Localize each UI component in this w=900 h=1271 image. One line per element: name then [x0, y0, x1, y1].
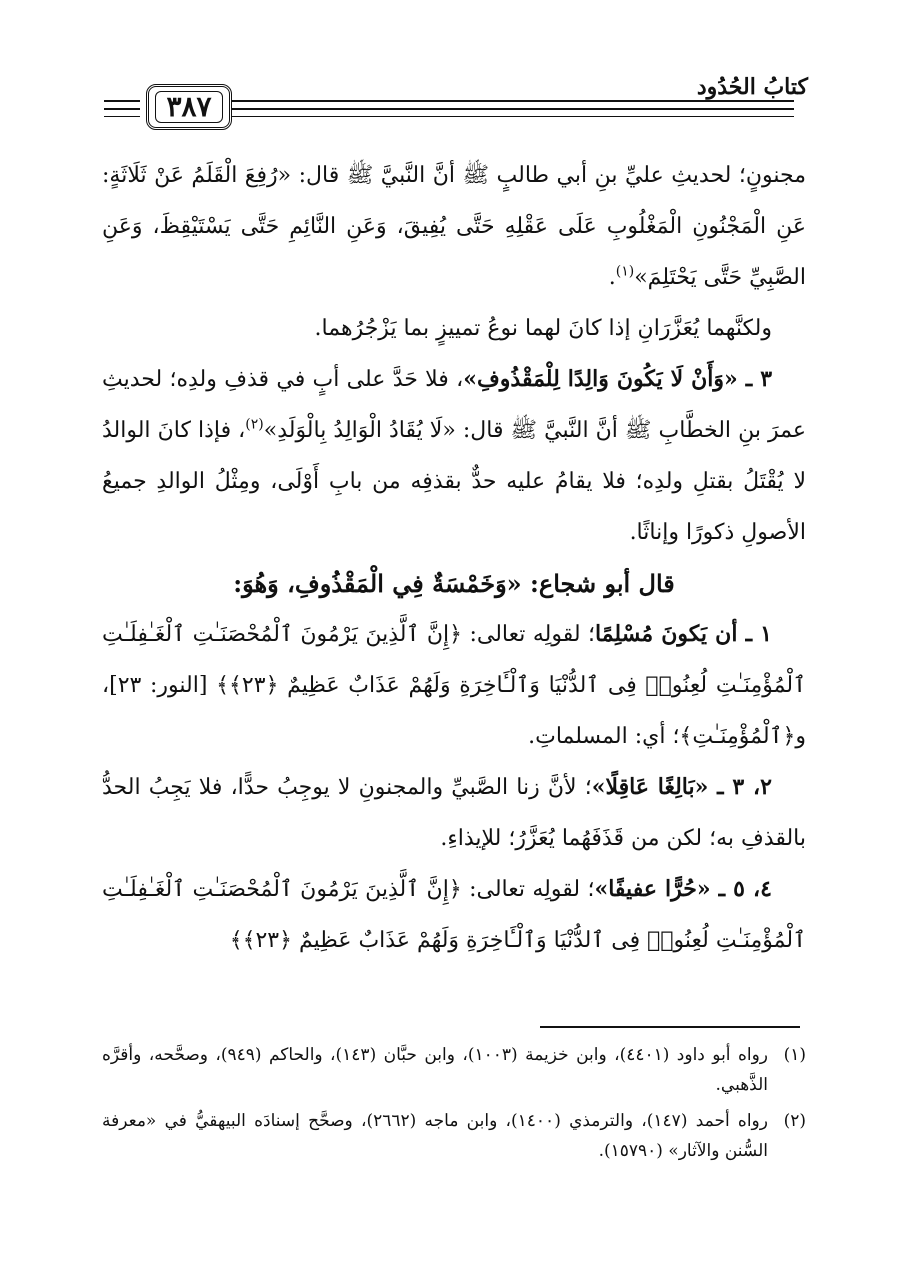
item-3-text: ، فلا حَدَّ على أبٍ في قذفِ ولدِه؛ لحديثِ عمرَ بنِ الخطَّابِ ﷺ أنَّ النَّبيَّ ﷺ قال: «لَا يُقَادُ الْوَالِدُ بِالْوَلَدِ»: [102, 367, 806, 443]
footnotes: [102, 1040, 806, 1172]
item-1-text: ؛ لقولِه تعالى: ﴿إِنَّ ٱلَّذِينَ يَرْمُونَ ٱلْمُحْصَنَـٰتِ ٱلْغَـٰفِلَـٰتِ ٱلْمُؤْمِنَـٰتِ لُعِنُوا۟ فِى ٱلدُّنْيَا وَٱلْـَٔاخِرَةِ وَلَهُمْ عَذَابٌ عَظِيمٌ ﴿٢٣﴾﴾ [النور: ٢٣]، و﴿ٱلْمُؤْمِنَـٰتِ﴾؛ أي: المسلماتِ.: [102, 622, 806, 749]
paragraph-item-1: [102, 609, 806, 762]
item-4-5-text: ؛ لقولِه تعالى: ﴿إِنَّ ٱلَّذِينَ يَرْمُونَ ٱلْمُحْصَنَـٰتِ ٱلْغَـٰفِلَـٰتِ ٱلْمُؤْمِنَـٰتِ لُعِنُوا۟ فِى ٱلدُّنْيَا وَٱلْـَٔاخِرَةِ وَلَهُمْ عَذَابٌ عَظِيمٌ ﴿٢٣﴾﴾: [102, 877, 806, 953]
page-number: ٣٨٧: [155, 91, 222, 123]
chapter-title: كتابُ الحُدُود: [696, 74, 808, 100]
footnote-1: [102, 1040, 806, 1100]
paragraph-item-3: [102, 354, 806, 558]
footnote-ref-1: (١): [615, 263, 635, 280]
paragraph-hadith-ali: مجنونٍ؛ لحديثِ عليِّ بنِ أبي طالبٍ ﷺ أنَّ النَّبيَّ ﷺ قال: «رُفِعَ الْقَلَمُ عَنْ ثَلَاثَةٍ: عَنِ الْمَجْنُونِ الْمَغْلُوبِ عَلَى عَقْلِهِ حَتَّى يُفِيقَ، وَعَنِ النَّائِمِ حَتَّى يَسْتَيْقِظَ، وَعَنِ الصَّبِيِّ حَتَّى يَحْتَلِمَ»$^{(١)}$.: [102, 163, 806, 290]
hadith-ali-text: مجنونٍ؛ لحديثِ عليِّ بنِ أبي طالبٍ ﷺ أنَّ النَّبيَّ ﷺ قال: «رُفِعَ الْقَلَمُ عَنْ ثَلَاثَةٍ: عَنِ الْمَجْنُونِ الْمَغْلُوبِ عَلَى عَقْلِهِ حَتَّى يُفِيقَ، وَعَنِ النَّائِمِ حَتَّى يَسْتَيْقِظَ، وَعَنِ الصَّبِيِّ حَتَّى يَحْتَلِمَ»: [102, 163, 806, 290]
item-2-3-text: ؛ لأنَّ زنا الصَّبيِّ والمجنونِ لا يوجِبُ حدًّا، فلا يَجِبُ الحدُّ بالقذفِ به؛ لكن من قَذَفَهُما يُعَزَّرُ؛ للإيذاءِ.: [102, 775, 806, 851]
paragraph-item-4-5: [102, 864, 806, 966]
item-1-heading: ١ ـ أن يَكونَ مُسْلِمًا: [595, 621, 772, 647]
footnote-separator: [540, 1026, 800, 1028]
paragraph-tazir: ولكنَّهما يُعَزَّرَانِ إذا كانَ لهما نوعُ تمييزٍ بما يَزْجُرُهما.: [314, 316, 772, 341]
item-2-3-heading: ٢، ٣ ـ «بَالِغًا عَاقِلًا»: [591, 774, 772, 800]
section-heading: قال أبو شجاع: «وَخَمْسَةٌ فِي الْمَقْذُوفِ، وَهُوَ:: [233, 569, 675, 598]
footnote-2: [102, 1106, 806, 1166]
footnote-2-text: رواه أحمد (١٤٧)، والترمذي (١٤٠٠)، وابن ماجه (٢٦٦٢)، وصحَّح إسنادَه البيهقيُّ في «معرفة السُّنن والآثار» (١٥٧٩٠).: [102, 1111, 768, 1161]
footnote-1-number: (١): [783, 1045, 806, 1065]
paragraph-item-2-3: [102, 762, 806, 864]
item-4-5-heading: ٤، ٥ ـ «حُرًّا عفيفًا»: [594, 876, 772, 902]
footnote-ref-2: (٢): [245, 416, 264, 433]
page-number-frame: [146, 84, 232, 130]
footnote-2-number: (٢): [783, 1111, 806, 1131]
item-3-heading: ٣ ـ «وَأَنْ لَا يَكُونَ وَالِدًا لِلْمَقْذُوفِ»: [463, 366, 773, 392]
footnote-1-text: رواه أبو داود (٤٤٠١)، وابن خزيمة (١٠٠٣)، وابن حبَّان (١٤٣)، والحاكم (٩٤٩)، وصحَّحه، وأقرَّه الذَّهبي.: [102, 1045, 768, 1095]
main-text: [102, 150, 806, 966]
item-3-rest: ، فإذا كانَ الوالدُ لا يُقْتَلُ بقتلِ ولدِه؛ فلا يقامُ عليه حدٌّ بقذفِه من بابِ أَوْلَى، ومِثْلُ الوالدِ جميعُ الأصولِ ذكورًا وإناثًا.: [102, 418, 806, 545]
